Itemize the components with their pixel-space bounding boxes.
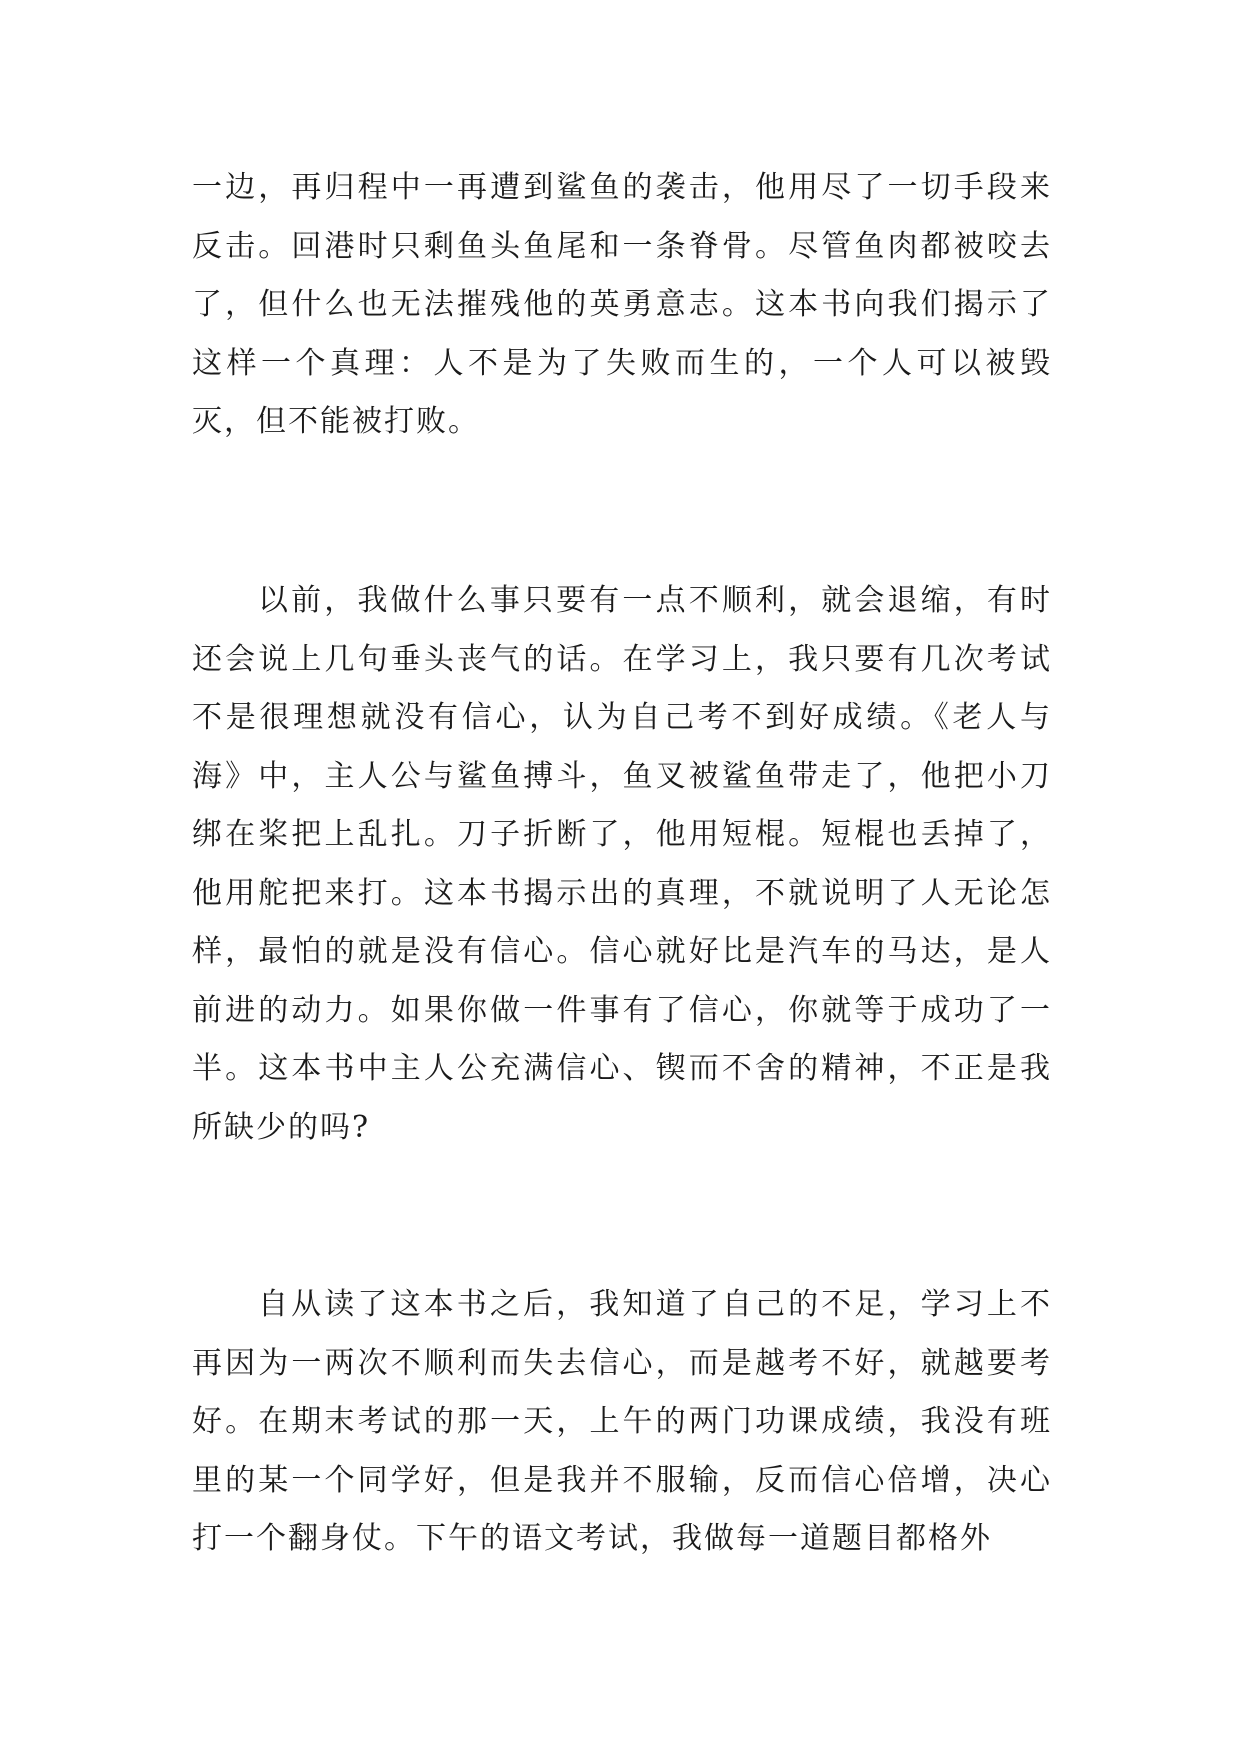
paragraph-continuation: 一边，再归程中一再遭到鲨鱼的袭击，他用尽了一切手段来反击。回港时只剩鱼头鱼尾和一条脊骨。尽管鱼肉都被咬去了，但什么也无法摧残他的英勇意志。这本书向我们揭示了这样一个真理：人不是为了失败而生的，一个人可以被毁灭，但不能被打败。 — [192, 170, 1052, 439]
paragraph-reflection: 以前，我做什么事只要有一点不顺利，就会退缩，有时还会说上几句垂头丧气的话。在学习上，我只要有几次考试不是很理想就没有信心，认为自己考不到好成绩。《老人与海》中，主人公与鲨鱼搏斗，鱼叉被鲨鱼带走了，他把小刀绑在桨把上乱扎。刀子折断了，他用短棍。短棍也丢掉了，他用舵把来打。这本书揭示出的真理，不就说明了人无论怎样，最怕的就是没有信心。信心就好比是汽车的马达，是人前进的动力。如果你做一件事有了信心，你就等于成功了一半。这本书中主人公充满信心、锲而不舍的精神，不正是我所缺少的吗? — [192, 583, 1052, 1145]
paragraph-after-reading: 自从读了这本书之后，我知道了自己的不足，学习上不再因为一两次不顺利而失去信心，而是越考不好，就越要考好。在期末考试的那一天，上午的两门功课成绩，我没有班里的某一个同学好，但是我并不服输，反而信心倍增，决心打一个翻身仗。下午的语文考试，我做每一道题目都格外 — [192, 1287, 1052, 1556]
